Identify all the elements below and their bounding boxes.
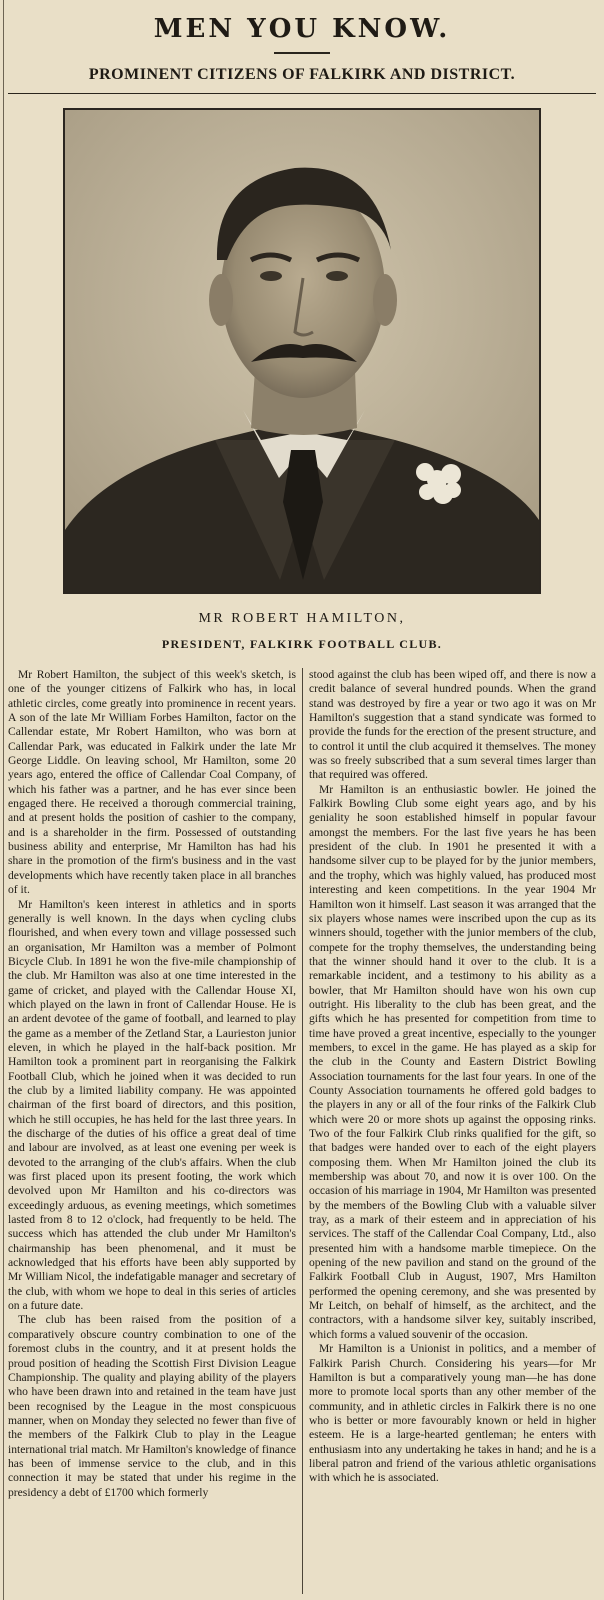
article-paragraph: Mr Robert Hamilton, the subject of this week's sketch, is one of the younger citizens of Falkirk who has, in local athletic circles, come greatly into prominence in recent years. A son of the late Mr William Forbes Hamilton, factor on the Callendar estate, Mr Robert Hamilton, who was born at Callendar Park, was educated in Falkirk under the late Mr George Liddle. On leaving school, Mr Hamilton, some 20 years ago, entered the office of Callendar Coal Company, of which his father was a partner, and he has ever since been engaged there. He received a thorough commercial training, and at present holds the position of cashier to the company, and is a shareholder in the firm. Possessed of outstanding business ability and enterprise, Mr Hamilton has had his share in the promotion of the firm's business and in the vast developments which have recently taken place in all branches of it. [8,668,296,897]
portrait-photo [63,108,541,594]
article-column-left [8,668,302,1594]
caption-role: PRESIDENT, FALKIRK FOOTBALL CLUB. [161,637,443,651]
masthead-rule [274,52,330,54]
subhead: PROMINENT CITIZENS OF FALKIRK AND DISTRICT. [88,66,516,83]
article-column-right [302,668,596,1594]
section-rule [8,93,596,94]
article-paragraph: Mr Hamilton is an enthusiastic bowler. He joined the Falkirk Bowling Club some eight years ago, and by his geniality he soon established himself in popular favour amongst the members. For the last five years he has been president of the club. In 1901 he presented it with a handsome silver cup to be played for by the junior members, and the trophy, which was highly valued, has produced most interesting and keen competitions. In the year 1904 Mr Hamilton won it himself. Last season it was arranged that the six players whose names were inscribed upon the cup as its winners should, together with the junior members of the club, compete for the trophy themselves, the understanding being that the winner should hand it over to the club. It is a remarkable incident, and a testimony to his ability as a bowler, that Mr Hamilton should have won his own cup outright. His liberality to the club has been great, and the gifts which he has presented for competition from time to time have proved a great incentive, especially to the younger members, to excel in the game. He has played as a skip for the club in the County and Eastern District Bowling Association tournaments for the last four years. In one of the County Association tournaments he offered gold badges to the players in any or all of the four rinks of the Falkirk Club which were 20 or more shots up against the opposing rinks. Two of the four Falkirk Club rinks qualified for the gift, so that badges were handed over to each of the eight players composing them. When Mr Hamilton joined the club its membership was about 70, and now it is over 100. On the occasion of his marriage in 1904, Mr Hamilton was presented by the members of the Bowling Club with a valuable silver tray, as a mark of their esteem and in appreciation of his services. The staff of the Callendar Coal Company, Ltd., also presented him with a handsome marble timepiece. On the opening of the new pavilion and stand on the ground of the Falkirk Football Club in August, 1907, Mrs Hamilton performed the opening ceremony, and she was presented by Mr Leitch, on behalf of himself, as the architect, and the contractors, with a handsome silver key, suitably inscribed, which forms a valued souvenir of the occasion. [309,782,596,1341]
masthead: MEN YOU KNOW. [153,14,451,44]
page-edge-line [3,0,4,1600]
article-paragraph: Mr Hamilton's keen interest in athletics and in sports generally is well known. In the days when cycling clubs flourished, and when every town and village possessed such an organisation, Mr Hamilton was a member of Polmont Bicycle Club. In 1891 he won the five-mile championship of the club. Mr Hamilton was also at one time interested in the game of cricket, and played with the Callendar House XI, which played on the lawn in front of Callendar House. He is an ardent devotee of the game of football, and learned to play the game as a member of the Zetland Star, a Laurieston junior eleven, in which he played in the half-back position. Mr Hamilton took a prominent part in reorganising the Falkirk Football Club, which he joined when it was decided to run the club by a limited liability company. He was appointed chairman of the first board of directors, and this position, which he still occupies, he has held for the last three years. In the discharge of the duties of his office a great deal of time and labour are involved, as at least one evening per week is devoted to the arranging of the club's affairs. When the club was first placed upon its present footing, the work which devolved upon Mr Hamilton and his co-directors was exceedingly arduous, as evening meetings, which sometimes lasted from 8 to 12 o'clock, had frequently to be held. The success which has attended the club under Mr Hamilton's chairmanship has been phenomenal, and it must be acknowledged that his efforts have been ably supported by Mr William Nicol, the indefatigable manager and secretary of the club, with whom we hope to deal in this series of articles on a future date. [8,897,296,1313]
article-paragraph: The club has been raised from the position of a comparatively obscure country combination to one of the foremost clubs in the country, and it at present holds the proud position of heading the Scottish First Division League Championship. The quality and playing ability of the players who have been drawn into and retained in the team have just been recognised by the League in the most conspicuous manner, when on Monday they selected no fewer than five of the members of the Falkirk Club to play in the League international trial match. Mr Hamilton's knowledge of finance has been of immense service to the club, and in this connection it may be stated that under his regime in the presidency a debt of £1700 which formerly [8,1313,296,1499]
article-columns [8,668,596,1594]
article-paragraph: stood against the club has been wiped off, and there is now a credit balance of several hundred pounds. When the grand stand was destroyed by fire a year or two ago it was on Mr Hamilton's suggestion that a stand syndicate was formed to provide the funds for the erection of the present structure, and to control it until the club acquired it themselves. The money was so freely subscribed that a sum several times larger than that required was offered. [309,668,596,782]
portrait-illustration [65,110,539,592]
article-paragraph: Mr Hamilton is a Unionist in politics, and a member of Falkirk Parish Church. Considering his years—for Mr Hamilton is but a comparatively young man—he has done more to promote local sports than any other member of the community, and in athletic circles in Falkirk there is no one who is better or more favourably known or held in higher esteem. He is a large-hearted gentleman; he enters with enthusiasm into any undertaking he takes in hand; and he is a liberal patron and friend of the various athletic organisations with which he is associated. [309,1342,596,1485]
caption-name: MR ROBERT HAMILTON, [198,611,406,626]
